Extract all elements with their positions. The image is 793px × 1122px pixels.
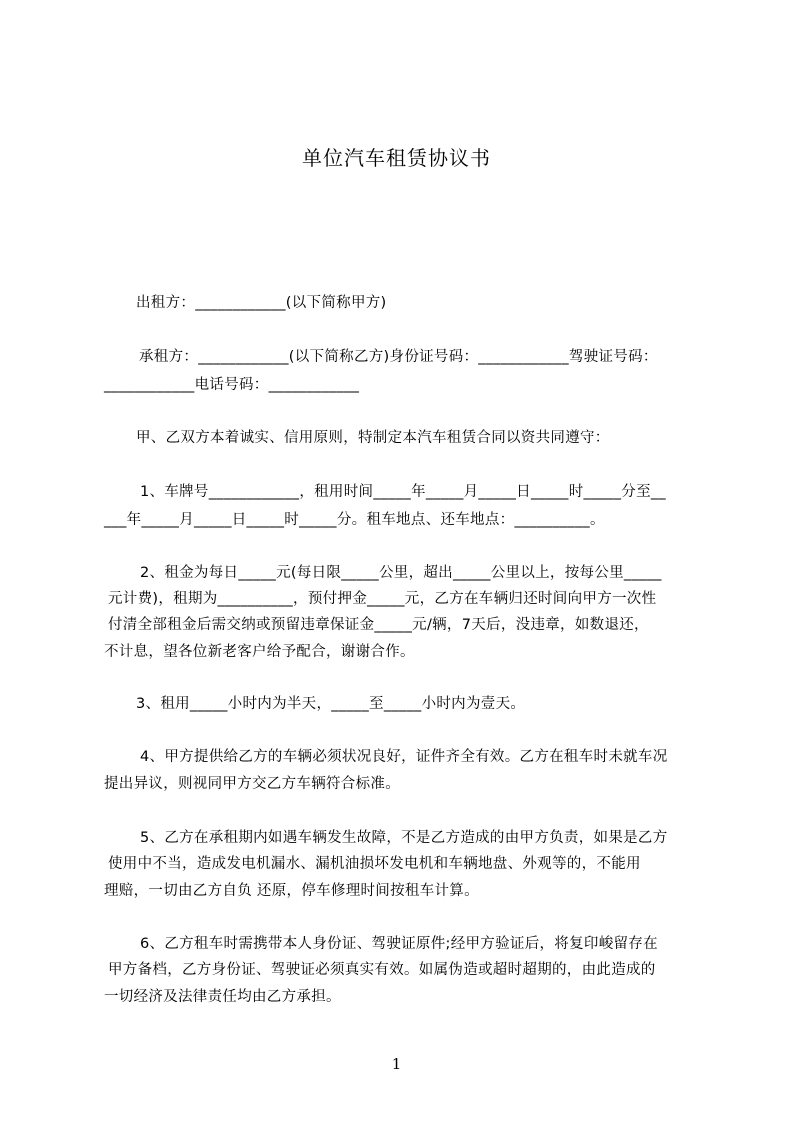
clause-4-line-2: 提出异议，则视同甲方交乙方车辆符合标准。 — [104, 776, 400, 792]
clause-4-line-1: 4、甲方提供给乙方的车辆必须状况良好，证件齐全有效。乙方在租车时未就车况 — [140, 749, 668, 765]
clause-2-line-1: 2、租金为每日_____元(每日限_____公里，超出_____公里以上，按每公里_____ — [140, 565, 662, 581]
clause-2-line-3: 付清全部租金后需交纳或预留违章保证金_____元/辆，7天后，没违章，如数退还， — [108, 617, 649, 633]
clause-5-line-3: 理赔，一切由乙方自负 还原，停车修理时间按租车计算。 — [104, 883, 479, 899]
clause-5-line-1: 5、乙方在承租期内如遇车辆发生故障，不是乙方造成的由甲方负责，如果是乙方 — [140, 830, 668, 846]
lessee-line-cont: ____________电话号码：____________ — [104, 377, 360, 393]
clause-1-line-2: ___年_____月_____日_____时_____分。租车地点、还车地点：__________。 — [104, 512, 605, 528]
preamble-line: 甲、乙双方本着诚实、信用原则，特制定本汽车租赁合同以资共同遵守： — [136, 430, 610, 446]
clause-2-line-4: 不计息，望各位新老客户给予配合，谢谢合作。 — [104, 644, 415, 660]
clause-1-line-1: 1、车牌号____________，租用时间_____年_____月_____日_____时_____分至__ — [140, 484, 666, 500]
document-title: 单位汽车租赁协议书 — [302, 146, 491, 170]
clause-3-line-1: 3、租用_____小时内为半天，_____至_____小时内为壹天。 — [136, 696, 526, 712]
lessee-line: 承租方：____________(以下简称乙方)身份证号码：____________驾驶证号码： — [139, 349, 658, 365]
clause-6-line-3: 一切经济及法律责任均由乙方承担。 — [104, 989, 341, 1005]
clause-2-line-2: 元计费)，租期为__________，预付押金_____元，乙方在车辆归还时间向甲方一次性 — [108, 591, 657, 607]
lessor-line: 出租方：____________(以下简称甲方) — [136, 295, 387, 311]
clause-6-line-2: 甲方备档，乙方身份证、驾驶证必须真实有效。如属伪造或超时超期的，由此造成的 — [108, 962, 656, 978]
clause-6-line-1: 6、乙方租车时需携带本人身份证、驾驶证原件;经甲方验证后，将复印峻留存在 — [140, 936, 658, 952]
page-number: 1 — [391, 1055, 402, 1073]
clause-5-line-2: 使用中不当，造成发电机漏水、漏机油损坏发电机和车辆地盘、外观等的，不能用 — [108, 856, 641, 872]
